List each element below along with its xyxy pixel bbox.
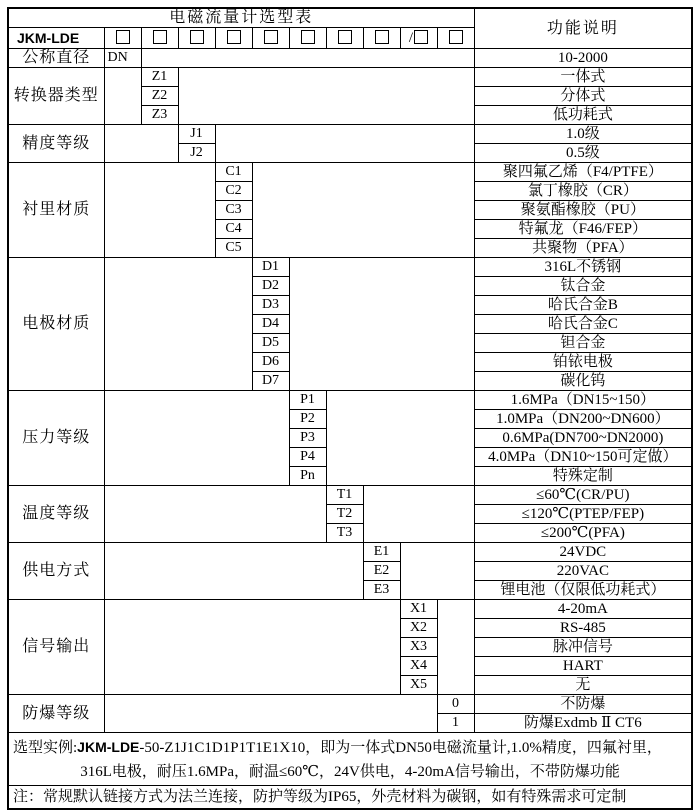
checkbox-icon (153, 30, 167, 44)
group-label-temperature: 温度等级 (8, 486, 104, 543)
option-value: 特殊定制 (474, 467, 692, 486)
option-code: T1 (326, 486, 363, 505)
option-code: X5 (400, 676, 437, 695)
empty-cell (178, 68, 474, 125)
empty-cell (104, 600, 400, 695)
slash-separator: / (408, 30, 414, 46)
code-box-cell-8 (363, 28, 400, 49)
option-code: C2 (215, 182, 252, 201)
option-value: 一体式 (474, 68, 692, 87)
example-label: 选型实例: (13, 739, 78, 756)
option-code: D3 (252, 296, 289, 315)
group-label-converter: 转换器类型 (8, 68, 104, 125)
option-code: Pn (289, 467, 326, 486)
option-code: Z2 (141, 87, 178, 106)
option-code: D1 (252, 258, 289, 277)
option-code: D7 (252, 372, 289, 391)
option-value: 钽合金 (474, 334, 692, 353)
empty-cell (104, 695, 437, 733)
empty-cell (104, 163, 215, 258)
option-code: P4 (289, 448, 326, 467)
option-code: D6 (252, 353, 289, 372)
option-value: 1.6MPa（DN15~150） (474, 391, 692, 410)
group-label-signal: 信号输出 (8, 600, 104, 695)
option-code: P3 (289, 429, 326, 448)
example-line1 (9, 735, 691, 760)
option-code: C5 (215, 239, 252, 258)
option-value: HART (474, 657, 692, 676)
checkbox-icon (116, 30, 130, 44)
empty-cell (289, 258, 474, 391)
option-value: 1.0MPa（DN200~DN600） (474, 410, 692, 429)
option-value: 铂铱电极 (474, 353, 692, 372)
option-value: 特氟龙（F46/FEP） (474, 220, 692, 239)
table-row (8, 125, 692, 144)
code-box-cell-5 (252, 28, 289, 49)
option-code: X3 (400, 638, 437, 657)
example-row (8, 733, 692, 786)
table-row (8, 68, 692, 87)
table-row (8, 391, 692, 410)
option-value: 分体式 (474, 87, 692, 106)
code-box-cell-9 (400, 28, 437, 49)
option-value: 氯丁橡胶（CR） (474, 182, 692, 201)
empty-cell (141, 49, 474, 68)
option-code: T2 (326, 505, 363, 524)
option-value: 聚四氟乙烯（F4/PTFE） (474, 163, 692, 182)
option-code: P1 (289, 391, 326, 410)
option-code: DN (104, 49, 141, 68)
empty-cell (400, 543, 474, 600)
option-value: 钛合金 (474, 277, 692, 296)
table-row (8, 163, 692, 182)
option-value: ≤200℃(PFA) (474, 524, 692, 543)
group-label-lining: 衬里材质 (8, 163, 104, 258)
checkbox-icon (338, 30, 352, 44)
group-label-explosion: 防爆等级 (8, 695, 104, 733)
option-code: X4 (400, 657, 437, 676)
group-label-diameter: 公称直径 (8, 49, 104, 68)
option-code: 1 (437, 714, 474, 733)
option-value: 220VAC (474, 562, 692, 581)
group-label-electrode: 电极材质 (8, 258, 104, 391)
group-label-accuracy: 精度等级 (8, 125, 104, 163)
empty-cell (104, 486, 326, 543)
option-code: C3 (215, 201, 252, 220)
model-prefix: JKM-LDE (8, 28, 104, 49)
empty-cell (104, 258, 252, 391)
option-value: 4-20mA (474, 600, 692, 619)
note-row (8, 786, 692, 810)
note-text: 注：常规默认链接方式为法兰连接，防护等级为IP65，外壳材料为碳钢，如有特殊需求可定制 (8, 786, 692, 810)
option-value: 锂电池（仅限低功耗式） (474, 581, 692, 600)
function-description-header: 功能说明 (474, 8, 692, 49)
option-code: X1 (400, 600, 437, 619)
option-value: 0.5级 (474, 144, 692, 163)
table-row (8, 600, 692, 619)
option-value: 低功耗式 (474, 106, 692, 125)
empty-cell (104, 543, 363, 600)
code-box-cell-7 (326, 28, 363, 49)
option-code: D4 (252, 315, 289, 334)
option-code: X2 (400, 619, 437, 638)
empty-cell (326, 391, 474, 486)
table-row (8, 258, 692, 277)
empty-cell (104, 68, 141, 125)
checkbox-icon (190, 30, 204, 44)
code-box-cell-3 (178, 28, 215, 49)
group-label-power: 供电方式 (8, 543, 104, 600)
code-box-cell-4 (215, 28, 252, 49)
option-value: 哈氏合金C (474, 315, 692, 334)
option-value: 24VDC (474, 543, 692, 562)
option-code: E2 (363, 562, 400, 581)
option-value: 10-2000 (474, 49, 692, 68)
option-value: 1.0级 (474, 125, 692, 144)
checkbox-icon (301, 30, 315, 44)
option-code: E3 (363, 581, 400, 600)
option-code: C1 (215, 163, 252, 182)
option-value: ≤60℃(CR/PU) (474, 486, 692, 505)
option-code: P2 (289, 410, 326, 429)
option-code: J1 (178, 125, 215, 144)
group-label-pressure: 压力等级 (8, 391, 104, 486)
empty-cell (104, 391, 289, 486)
example-line2: 316L电极，耐压1.6MPa，耐温≤60℃，24V供电，4-20mA信号输出，不带防爆功能 (80, 763, 620, 780)
selection-example (8, 733, 692, 786)
option-value: 316L不锈钢 (474, 258, 692, 277)
option-code: Z3 (141, 106, 178, 125)
empty-cell (363, 486, 474, 543)
table-row (8, 543, 692, 562)
checkbox-icon (227, 30, 241, 44)
option-value: 碳化钨 (474, 372, 692, 391)
option-code: T3 (326, 524, 363, 543)
option-value: 不防爆 (474, 695, 692, 714)
code-box-cell-10 (437, 28, 474, 49)
example-text: -50-Z1J1C1D1P1T1E1X10，即为一体式DN50电磁流量计,1.0%精度，四氟衬里， (139, 739, 662, 756)
example-model-code: JKM-LDE (77, 738, 140, 755)
option-value: ≤120℃(PTEP/FEP) (474, 505, 692, 524)
code-box-cell-2 (141, 28, 178, 49)
table-row (8, 486, 692, 505)
option-value: 聚氨酯橡胶（PU） (474, 201, 692, 220)
option-code: D2 (252, 277, 289, 296)
checkbox-icon (375, 30, 389, 44)
option-value: 0.6MPa(DN700~DN2000) (474, 429, 692, 448)
checkbox-icon (414, 30, 428, 44)
checkbox-icon (449, 30, 463, 44)
option-code: D5 (252, 334, 289, 353)
table-row (8, 695, 692, 714)
option-value: 4.0MPa（DN10~150可定做） (474, 448, 692, 467)
table-row (8, 49, 692, 68)
page-title: 电磁流量计选型表 (8, 8, 474, 28)
option-value: 防爆Exdmb Ⅱ CT6 (474, 714, 692, 733)
option-code: C4 (215, 220, 252, 239)
option-value: 共聚物（PFA） (474, 239, 692, 258)
empty-cell (252, 163, 474, 258)
checkbox-icon (264, 30, 278, 44)
code-box-cell-6 (289, 28, 326, 49)
empty-cell (215, 125, 474, 163)
empty-cell (437, 600, 474, 695)
option-code: J2 (178, 144, 215, 163)
code-box-cell-1 (104, 28, 141, 49)
option-code: 0 (437, 695, 474, 714)
title-row (8, 8, 692, 28)
option-code: E1 (363, 543, 400, 562)
selection-table (7, 7, 693, 810)
empty-cell (104, 125, 178, 163)
option-value: 脉冲信号 (474, 638, 692, 657)
option-value: RS-485 (474, 619, 692, 638)
option-value: 哈氏合金B (474, 296, 692, 315)
option-value: 无 (474, 676, 692, 695)
option-code: Z1 (141, 68, 178, 87)
